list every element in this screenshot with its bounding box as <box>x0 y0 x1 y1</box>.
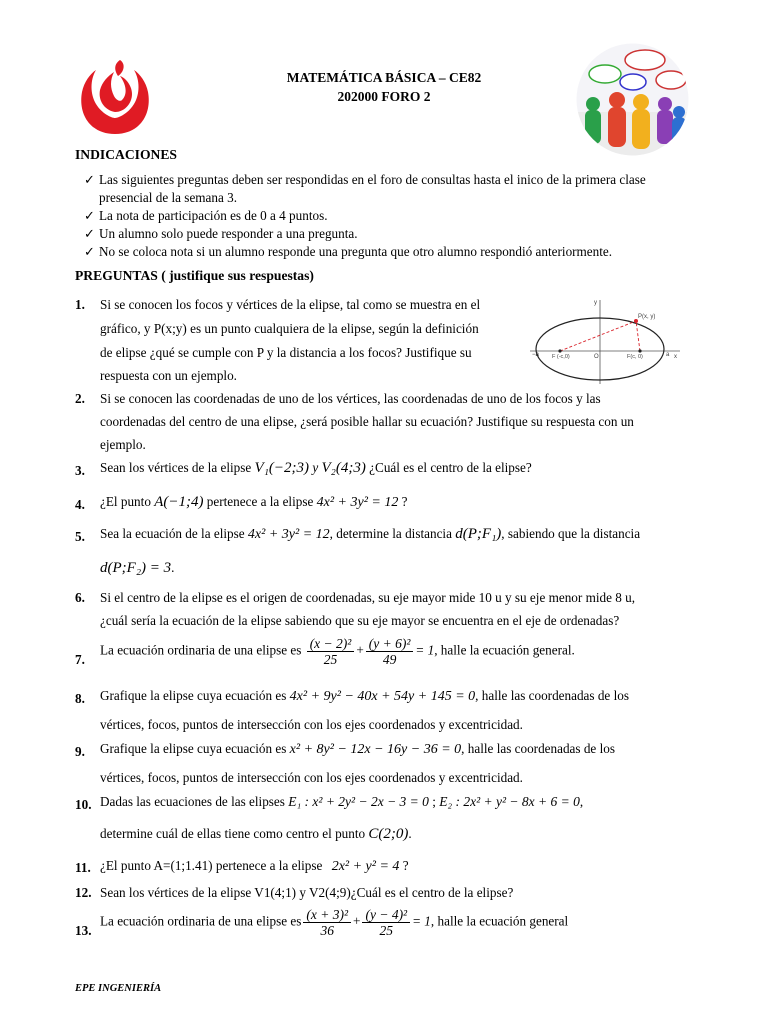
students-illustration <box>575 42 690 157</box>
origin-label: O <box>594 354 599 360</box>
question-number: 2. <box>75 391 85 406</box>
vertex-1-math: V₁(−2;3) <box>254 460 310 476</box>
question-text: Si se conocen los focos y vértices de la elipse, tal como se muestra en el <box>100 297 481 312</box>
question-text: ejemplo. <box>100 437 146 452</box>
question-number: 10. <box>75 797 92 812</box>
equation-math: 4x² + 3y² = 12 <box>316 495 399 510</box>
fraction-math: $\frac{\text{(y − 4)²}}{25}$ <box>362 907 410 938</box>
ellipse-2-math: E₂ : 2x² + y² − 8x + 6 = 0 <box>439 794 580 809</box>
ellipse-1-math: E₁ : x² + 2y² − 2x − 3 = 0 <box>288 794 429 809</box>
indicacion-item: ✓ No se coloca nota si un alumno responde una pregunta que otro alumno respondió anteriormente. <box>84 244 613 259</box>
question-text: Dadas las ecuaciones de las elipses E₁ : x² + 2y² − 2x − 3 = 0 ; E₂ : 2x² + y² − 8x + 6 = 0, <box>100 794 584 809</box>
question-text: Sean los vértices de la elipse V1(4;1) y V2(4;9)¿Cuál es el centro de la elipse? <box>100 885 514 900</box>
question-number: 11. <box>75 860 91 875</box>
focal-radius-2 <box>636 321 640 351</box>
focus-1 <box>558 349 561 352</box>
question-text: ¿El punto A(−1;4) pertenece a la elipse 4x² + 3y² = 12 ? <box>100 494 408 510</box>
checkmark-icon: ✓ <box>84 244 96 259</box>
fraction-math: $\frac{\text{(x + 3)²}}{36}$ <box>303 907 351 938</box>
question-text: d(P;F₂) = 3. <box>100 560 175 576</box>
question-text: Grafique la elipse cuya ecuación es 4x² + 9y² − 40x + 54y + 145 = 0, halle las coordenadas de los <box>100 688 629 704</box>
question-text: vértices, focos, puntos de intersección con los ejes coordenados y excentricidad. <box>100 770 523 785</box>
question-text: coordenadas del centro de una elipse, ¿será posible hallar su ecuación? Justifique su respuesta con un <box>100 414 634 429</box>
question-text: de elipse ¿qué se cumple con P y la distancia a los focos? Justifique su <box>100 345 472 360</box>
focus-1-label: F (-c,0) <box>552 354 570 360</box>
question-number: 7. <box>75 652 85 667</box>
question-number: 12. <box>75 885 92 900</box>
question-number: 1. <box>75 297 85 312</box>
distance-math: d(P;F₂) = 3 <box>100 560 172 576</box>
question-number: 13. <box>75 923 92 938</box>
question-text: determine cuál de ellas tiene como centro el punto C(2;0). <box>100 826 412 842</box>
question-number: 9. <box>75 744 85 759</box>
equation-math: 2x² + y² = 4 <box>331 859 400 874</box>
question-text: vértices, focos, puntos de intersección con los ejes coordenados y excentricidad. <box>100 717 523 732</box>
question-text: Sea la ecuación de la elipse 4x² + 3y² = 12, determine la distancia d(P;F₁), sabiendo que la distancia <box>100 526 641 542</box>
fraction-math: $\frac{\text{(x − 2)²}}{25}$ <box>307 636 355 667</box>
question-number: 5. <box>75 529 85 544</box>
page-title: MATEMÁTICA BÁSICA – CE82 <box>286 70 482 85</box>
checkmark-icon: ✓ <box>84 226 96 241</box>
equation-math: x² + 8y² − 12x − 16y − 36 = 0 <box>289 742 462 757</box>
vertex-2-math: V₂(4;3) <box>321 460 366 476</box>
question-text: ¿cuál sería la ecuación de la elipse sabiendo que su eje mayor se encuentra en el eje de ordenadas? <box>100 613 620 628</box>
question-text: La ecuación ordinaria de una elipse es $\frac{\text{(x − 2)²}}{25}$ + $\frac{\text{(y + 6)²}}{49}$ = 1, halle la ecuación general. <box>100 636 575 667</box>
page-subtitle: 202000 FORO 2 <box>337 89 431 104</box>
y-label: y <box>594 300 597 306</box>
indicacion-item: ✓ Las siguientes preguntas deben ser respondidas en el foro de consultas hasta el inico de la primera clase <box>84 172 646 187</box>
question-number: 6. <box>75 590 85 605</box>
point-label: P(x, y) <box>638 314 656 320</box>
center-math: C(2;0) <box>368 826 409 842</box>
question-number: 3. <box>75 463 85 478</box>
checkmark-icon: ✓ <box>84 208 96 223</box>
point-math: A(−1;4) <box>154 494 204 510</box>
indicaciones-heading: INDICACIONES <box>75 147 177 162</box>
question-text: Sean los vértices de la elipse V₁(−2;3) y V₂(4;3) ¿Cuál es el centro de la elipse? <box>100 460 532 476</box>
question-text: ¿El punto A=(1;1.41) pertenece a la elipse 2x² + y² = 4 ? <box>100 858 409 874</box>
indicacion-item: ✓ Un alumno solo puede responder a una pregunta. <box>84 226 358 241</box>
preguntas-heading: PREGUNTAS ( justifique sus respuestas) <box>75 268 314 283</box>
focus-2 <box>638 349 641 352</box>
indicacion-item: ✓ La nota de participación es de 0 a 4 puntos. <box>84 208 328 223</box>
question-text: Si se conocen las coordenadas de uno de los vértices, las coordenadas de uno de los focos y las <box>100 391 601 406</box>
right-vertex-label: a <box>666 352 670 358</box>
fraction-math: $\frac{\text{(y + 6)²}}{49}$ <box>366 636 414 667</box>
question-text: respuesta con un ejemplo. <box>100 368 237 383</box>
question-text: Si el centro de la elipse es el origen de coordenadas, su eje mayor mide 10 u y su eje menor mide 8 u, <box>100 590 636 605</box>
indicacion-item-continued: presencial de la semana 3. <box>99 190 238 205</box>
x-label: x <box>674 354 677 360</box>
question-text: La ecuación ordinaria de una elipse es $\frac{\text{(x + 3)²}}{36}$ + $\frac{\text{(y − 4)²}}{25}$ = 1, halle la ecuación general <box>100 907 569 938</box>
ellipse-graph <box>530 296 695 386</box>
checkmark-icon: ✓ <box>84 172 96 187</box>
question-number: 8. <box>75 691 85 706</box>
focus-2-label: F(c, 0) <box>627 354 643 360</box>
question-number: 4. <box>75 497 85 512</box>
left-vertex-label: −a <box>532 352 539 358</box>
question-text: gráfico, y P(x;y) es un punto cualquiera de la elipse, según la definición <box>100 321 479 336</box>
equation-math: 4x² + 9y² − 40x + 54y + 145 = 0 <box>289 689 476 704</box>
footer-text: EPE INGENIERÍA <box>75 983 162 994</box>
question-text: Grafique la elipse cuya ecuación es x² + 8y² − 12x − 16y − 36 = 0, halle las coordenadas de los <box>100 741 615 757</box>
equation-math: 4x² + 3y² = 12 <box>247 527 330 542</box>
focal-radius-1 <box>560 321 636 351</box>
distance-math: d(P;F₁) <box>455 526 502 542</box>
